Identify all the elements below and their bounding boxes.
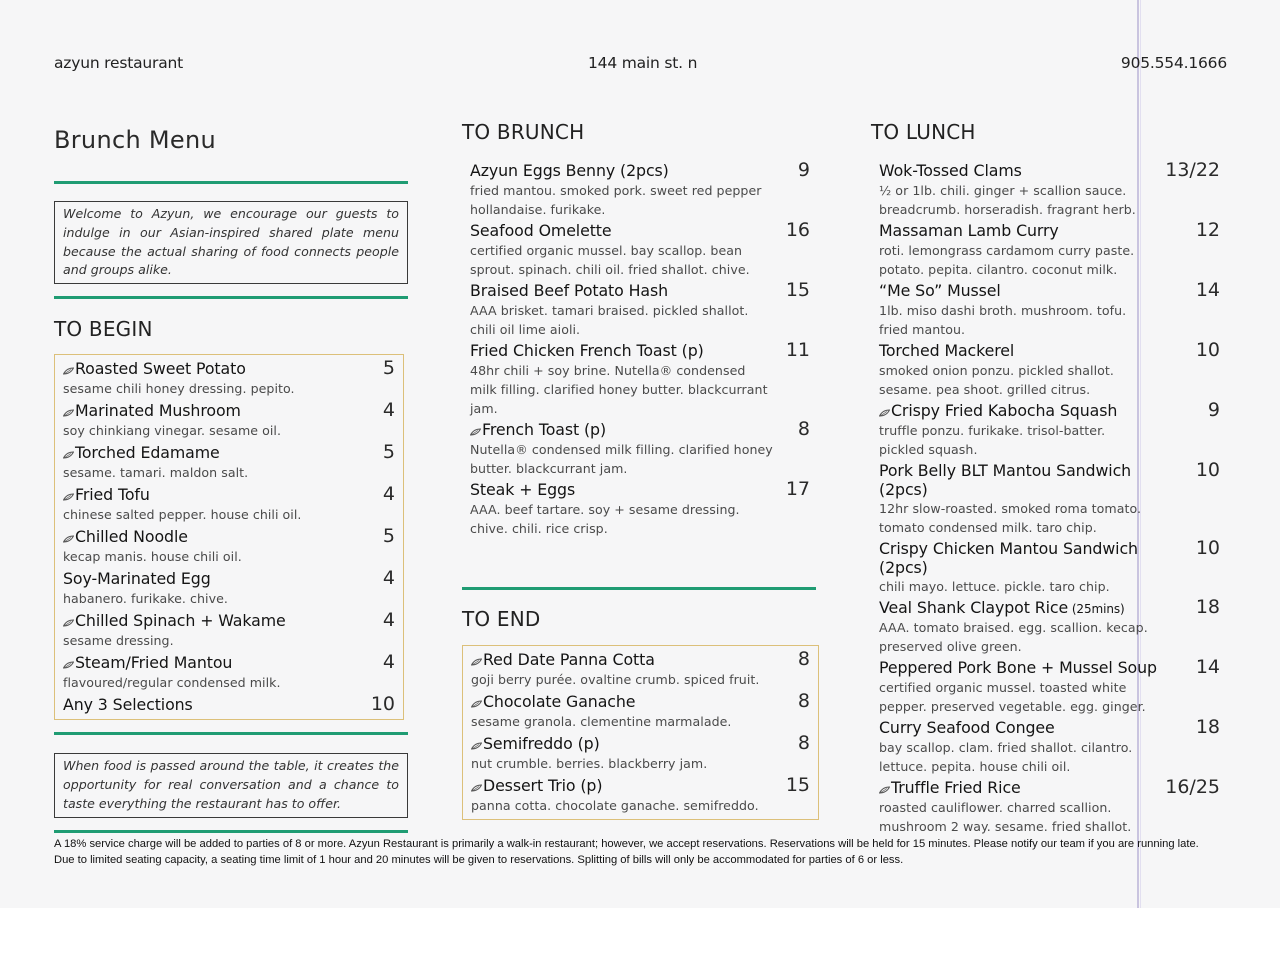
leaf-icon (63, 367, 74, 373)
menu-item-name-wrap (470, 480, 575, 499)
leaf-icon (63, 409, 74, 415)
menu-item (879, 219, 1220, 279)
menu-item-description: sesame granola. clementine marmalade. (471, 714, 732, 729)
menu-item-row (63, 441, 395, 463)
menu-item-description: soy chinkiang vinegar. sesame oil. (63, 423, 282, 439)
menu-item (879, 339, 1220, 399)
menu-item-description: certified organic mussel. bay scallop. bean sprout. spinach. chili oil. fried shallot. chive. (470, 243, 750, 277)
menu-item-price: 10 (370, 693, 395, 716)
menu-item-name-wrap (879, 341, 1014, 360)
menu-item-description: 48hr chili + soy brine. Nutella® condensed milk filling. clarified honey butter. blackcurrant jam. (470, 363, 768, 416)
menu-item-name-wrap (879, 221, 1059, 240)
menu-item-price: 9 (1207, 399, 1220, 421)
to-begin-box (54, 354, 404, 720)
to-end-list (471, 648, 810, 815)
menu-item-name-wrap (470, 281, 668, 300)
middle-column (462, 120, 818, 820)
menu-item-name-wrap (63, 359, 246, 378)
menu-item-name: Steam/Fried Mantou (75, 653, 233, 673)
menu-item-name: Massaman Lamb Curry (879, 221, 1059, 240)
menu-item-price: 10 (1195, 537, 1220, 559)
menu-item-row (63, 399, 395, 421)
menu-item-price: 18 (1195, 716, 1220, 738)
leaf-icon (63, 619, 74, 625)
right-column (871, 120, 1228, 836)
menu-item-row (879, 399, 1220, 421)
menu-item-price: 18 (1195, 596, 1220, 618)
menu-item-row (470, 279, 810, 301)
menu-item-price: 8 (797, 648, 810, 670)
menu-item-price: 4 (382, 483, 395, 506)
menu-item-price: 5 (382, 357, 395, 380)
menu-item-name-wrap (63, 653, 232, 672)
restaurant-name: azyun restaurant (54, 54, 183, 72)
menu-item-name-wrap (879, 778, 1021, 797)
leaf-icon (63, 451, 74, 457)
menu-item-row (470, 159, 810, 181)
menu-item-name-wrap (63, 443, 220, 462)
menu-item (879, 459, 1220, 537)
menu-item-name: Veal Shank Claypot Rice (879, 598, 1069, 617)
menu-item (471, 732, 810, 773)
menu-item (63, 693, 395, 715)
menu-item (879, 537, 1220, 596)
left-column (54, 120, 408, 833)
to-lunch-list (871, 159, 1228, 836)
menu-item-name: Semifreddo (p) (483, 734, 600, 753)
menu-item-row (879, 159, 1220, 181)
menu-item-name: Steak + Eggs (470, 480, 576, 499)
menu-item-price: 4 (382, 399, 395, 422)
menu-item-price: 10 (1195, 459, 1220, 481)
menu-item-description: 1lb. miso dashi broth. mushroom. tofu. fried mantou. (879, 303, 1127, 337)
menu-item (63, 357, 395, 398)
page-title: Brunch Menu (54, 126, 216, 154)
leaf-icon (879, 409, 890, 415)
menu-item-name-wrap (879, 598, 1125, 617)
menu-item-name-wrap (879, 461, 1164, 499)
menu-item-description: sesame chili honey dressing. pepito. (63, 381, 295, 397)
menu-item-name-wrap (470, 161, 669, 180)
menu-item (471, 648, 810, 689)
menu-item (879, 159, 1220, 219)
menu-item-price: 11 (785, 339, 810, 361)
menu-item-name-wrap (879, 718, 1055, 737)
menu-item-row (470, 219, 810, 241)
menu-item-description: chinese salted pepper. house chili oil. (63, 507, 302, 523)
menu-item-name: Roasted Sweet Potato (75, 359, 246, 379)
menu-item-name-wrap (471, 650, 655, 669)
menu-item-name-wrap (63, 527, 188, 546)
leaf-icon (471, 700, 482, 706)
menu-item-price: 4 (382, 651, 395, 674)
menu-item-name-wrap (471, 692, 635, 711)
menu-item-row (879, 716, 1220, 738)
menu-item-name-wrap (63, 401, 241, 420)
menu-item (63, 609, 395, 650)
menu-item (879, 279, 1220, 339)
menu-item-price: 5 (382, 441, 395, 464)
restaurant-phone: 905.554.1666 (1120, 54, 1227, 72)
leaf-icon (879, 786, 890, 792)
menu-item (470, 478, 810, 538)
menu-item (63, 483, 395, 524)
leaf-icon (471, 784, 482, 790)
menu-item-description: Nutella® condensed milk filling. clarified honey butter. blackcurrant jam. (470, 442, 773, 476)
menu-item-name: Curry Seafood Congee (879, 718, 1055, 737)
menu-item-price: 17 (785, 478, 810, 500)
divider (54, 732, 408, 735)
menu-item-price: 10 (1195, 339, 1220, 361)
menu-item-name-wrap (471, 734, 600, 753)
menu-item-name: Any 3 Selections (63, 695, 193, 715)
menu-item-name-wrap (63, 485, 150, 504)
menu-item-price: 8 (797, 732, 810, 754)
leaf-icon (63, 493, 74, 499)
menu-item-price: 5 (382, 525, 395, 548)
menu-item-price: 13/22 (1165, 159, 1220, 181)
divider (462, 587, 816, 590)
menu-item (470, 219, 810, 279)
menu-item-price: 8 (797, 690, 810, 712)
menu-item-description: roti. lemongrass cardamom curry paste. potato. pepita. cilantro. coconut milk. (879, 243, 1135, 277)
menu-item (879, 596, 1220, 656)
menu-item-row (63, 693, 395, 715)
menu-item-row (470, 418, 810, 440)
menu-item-description: smoked onion ponzu. pickled shallot. sesame. pea shoot. grilled citrus. (879, 363, 1114, 397)
menu-item-row (63, 651, 395, 673)
menu-item-price: 4 (382, 567, 395, 590)
menu-item-name: “Me So” Mussel (879, 281, 1001, 300)
leaf-icon (63, 535, 74, 541)
divider (54, 830, 408, 833)
menu-item (470, 339, 810, 418)
section-title-to-brunch: TO BRUNCH (462, 120, 585, 144)
menu-item-description: AAA. beef tartare. soy + sesame dressing. chive. chili. rice crisp. (470, 502, 740, 536)
to-brunch-list (462, 159, 818, 538)
menu-item-row (879, 279, 1220, 301)
menu-item-row (879, 776, 1220, 798)
menu-item-name-wrap (879, 658, 1157, 677)
menu-item-name: Fried Chicken French Toast (p) (470, 341, 704, 360)
menu-item-price: 15 (785, 279, 810, 301)
menu-item-description: panna cotta. chocolate ganache. semifreddo. (471, 798, 759, 813)
menu-item (471, 690, 810, 731)
menu-item-row (470, 478, 810, 500)
welcome-box: Welcome to Azyun, we encourage our guests to indulge in our Asian-inspired shared plate menu because the actual sharing of food connects people and groups alike. (54, 201, 408, 284)
menu-item-description: ½ or 1lb. chili. ginger + scallion sauce. breadcrumb. horseradish. fragrant herb. (879, 183, 1136, 217)
menu-item-name: Crispy Chicken Mantou Sandwich (2pcs) (879, 539, 1138, 577)
menu-item-name: Crispy Fried Kabocha Squash (891, 401, 1118, 420)
divider (54, 181, 408, 184)
menu-item-name: Marinated Mushroom (75, 401, 241, 421)
section-title-to-end: TO END (462, 607, 541, 631)
to-begin-list (63, 357, 395, 715)
menu-item-description: sesame. tamari. maldon salt. (63, 465, 249, 481)
menu-item-name: Braised Beef Potato Hash (470, 281, 669, 300)
menu-item-name: Seafood Omelette (470, 221, 612, 240)
menu-item-name: Wok-Tossed Clams (879, 161, 1022, 180)
menu-item-description: kecap manis. house chili oil. (63, 549, 242, 565)
menu-item-name-wrap (63, 695, 193, 714)
menu-item-description: certified organic mussel. toasted white pepper. preserved vegetable. egg. ginger. (879, 680, 1146, 714)
menu-item-row (471, 732, 810, 754)
menu-item-description: AAA. tomato braised. egg. scallion. kecap. preserved olive green. (879, 620, 1148, 654)
menu-item (63, 399, 395, 440)
menu-item-name-wrap (471, 776, 602, 795)
leaf-icon (63, 661, 74, 667)
leaf-icon (471, 658, 482, 664)
menu-item-name-wrap (63, 611, 286, 630)
service-charge-note: A 18% service charge will be added to parties of 8 or more. Azyun Restaurant is primarily a walk-in restaurant; however, we accept reservations. Reservations will be held for 15 minutes. Please notify our team if you are running late. Due to limited seating capacity, a seating time limit of 1 hour and 20 minutes will be given to reservations. Splitting of bills will only be accommodated for parties of 6 or less. (54, 838, 1199, 866)
leaf-icon (470, 428, 481, 434)
menu-item-row (879, 459, 1220, 499)
menu-item-description: chili mayo. lettuce. pickle. taro chip. (879, 579, 1110, 594)
menu-item (879, 399, 1220, 459)
menu-item-price: 4 (382, 609, 395, 632)
menu-item-name-wrap (470, 221, 612, 240)
menu-item-name: Azyun Eggs Benny (2pcs) (470, 161, 669, 180)
menu-item (63, 441, 395, 482)
menu-item-name: Truffle Fried Rice (891, 778, 1021, 797)
menu-item-row (471, 648, 810, 670)
menu-item-row (879, 596, 1220, 618)
menu-item-description: fried mantou. smoked pork. sweet red pepper hollandaise. furikake. (470, 183, 762, 217)
menu-item-name-wrap (879, 161, 1022, 180)
menu-item (63, 525, 395, 566)
menu-item-name-wrap (63, 569, 211, 588)
menu-item-price: 15 (785, 774, 810, 796)
menu-item (470, 279, 810, 339)
menu-item-row (879, 339, 1220, 361)
menu-item-name: Red Date Panna Cotta (483, 650, 655, 669)
menu-item-row (879, 537, 1220, 577)
menu-item-name: Fried Tofu (75, 485, 150, 505)
menu-item (63, 651, 395, 692)
menu-item (879, 716, 1220, 776)
menu-item-row (63, 525, 395, 547)
menu-item-price: 16/25 (1165, 776, 1220, 798)
menu-item-row (471, 774, 810, 796)
menu-item-row (470, 339, 810, 361)
menu-item (879, 656, 1220, 716)
menu-item-name-wrap (879, 281, 1001, 300)
menu-item (63, 567, 395, 608)
menu-item (471, 774, 810, 815)
menu-item (470, 418, 810, 478)
menu-item-row (63, 567, 395, 589)
menu-item-name-wrap (879, 401, 1117, 420)
to-end-box (462, 645, 819, 820)
section-title-to-lunch: TO LUNCH (871, 120, 976, 144)
menu-item-name-wrap (470, 341, 704, 360)
menu-item-name-wrap (470, 420, 606, 439)
menu-item-name: Soy-Marinated Egg (63, 569, 211, 589)
menu-item-description: habanero. furikake. chive. (63, 591, 228, 607)
section-title-to-begin: TO BEGIN (54, 317, 153, 342)
menu-item-name: Chocolate Ganache (483, 692, 636, 711)
menu-item-name: Pork Belly BLT Mantou Sandwich (2pcs) (879, 461, 1132, 499)
menu-item-name: Torched Mackerel (879, 341, 1015, 360)
menu-item-name-wrap (879, 539, 1164, 577)
menu-item-name: Chilled Noodle (75, 527, 188, 547)
menu-item-description: bay scallop. clam. fried shallot. cilantro. lettuce. pepita. house chili oil. (879, 740, 1133, 774)
menu-item-price: 8 (797, 418, 810, 440)
menu-item-price: 9 (797, 159, 810, 181)
menu-item-name: Dessert Trio (p) (483, 776, 603, 795)
menu-item-price: 14 (1195, 279, 1220, 301)
menu-item (470, 159, 810, 219)
menu-item-description: truffle ponzu. furikake. trisol-batter. pickled squash. (879, 423, 1106, 457)
menu-item-description: 12hr slow-roasted. smoked roma tomato. tomato condensed milk. taro chip. (879, 501, 1142, 535)
menu-item-description: roasted cauliflower. charred scallion. mushroom 2 way. sesame. fried shallot. (879, 800, 1132, 834)
sharing-note-box: When food is passed around the table, it creates the opportunity for real conversation and a chance to taste everything the restaurant has to offer. (54, 753, 408, 817)
menu-item-description: sesame dressing. (63, 633, 174, 649)
menu-item-price: 12 (1195, 219, 1220, 241)
menu-item-description: AAA brisket. tamari braised. pickled shallot. chili oil lime aioli. (470, 303, 749, 337)
menu-item-row (63, 483, 395, 505)
menu-item-row (63, 357, 395, 379)
menu-item-name-note: (25mins) (1068, 602, 1125, 616)
divider (54, 296, 408, 299)
menu-item (879, 776, 1220, 836)
menu-item-row (879, 656, 1220, 678)
leaf-icon (471, 742, 482, 748)
menu-item-row (471, 690, 810, 712)
menu-item-name: Chilled Spinach + Wakame (75, 611, 286, 631)
menu-item-description: goji berry purée. ovaltine crumb. spiced fruit. (471, 672, 760, 687)
menu-item-row (879, 219, 1220, 241)
menu-item-description: flavoured/regular condensed milk. (63, 675, 281, 691)
menu-item-name: French Toast (p) (482, 420, 607, 439)
menu-item-name: Peppered Pork Bone + Mussel Soup (879, 658, 1157, 677)
restaurant-address: 144 main st. n (588, 54, 698, 72)
menu-item-row (63, 609, 395, 631)
menu-item-price: 14 (1195, 656, 1220, 678)
menu-item-description: nut crumble. berries. blackberry jam. (471, 756, 708, 771)
menu-item-price: 16 (785, 219, 810, 241)
menu-item-name: Torched Edamame (75, 443, 220, 463)
